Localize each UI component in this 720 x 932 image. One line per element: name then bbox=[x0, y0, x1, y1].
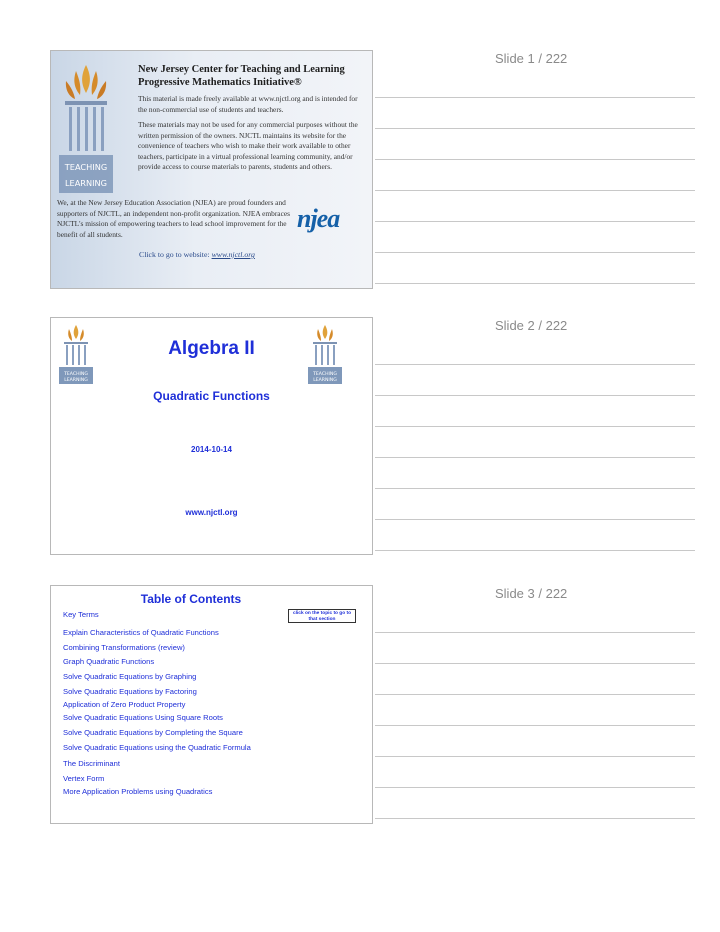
toc-item-key-terms[interactable]: Key Terms bbox=[63, 610, 99, 619]
slide-1-text-block bbox=[138, 63, 366, 173]
slide-label-3: Slide 3 / 222 bbox=[495, 586, 568, 601]
toc-item-applications[interactable]: More Application Problems using Quadratics bbox=[63, 787, 213, 796]
toc-item-graph[interactable]: Graph Quadratic Functions bbox=[63, 657, 155, 666]
note-line bbox=[375, 694, 695, 695]
website-link-line bbox=[139, 250, 255, 259]
heading-line-1: New Jersey Center for Teaching and Learning bbox=[138, 64, 345, 75]
logo-word-learning: LEARNING bbox=[313, 378, 337, 383]
note-line bbox=[375, 519, 695, 520]
note-line bbox=[375, 457, 695, 458]
slide-subtitle: Quadratic Functions bbox=[153, 389, 270, 403]
note-line bbox=[375, 364, 695, 365]
slide-2[interactable] bbox=[50, 317, 373, 555]
toc-item-solve-factoring[interactable]: Solve Quadratic Equations by Factoring bbox=[63, 687, 197, 696]
note-line bbox=[375, 550, 695, 551]
logo-word-teaching: TEACHING bbox=[313, 372, 337, 377]
website-link[interactable]: www.njctl.org bbox=[211, 250, 255, 259]
note-line bbox=[375, 221, 695, 222]
note-line bbox=[375, 426, 695, 427]
note-line bbox=[375, 725, 695, 726]
note-line bbox=[375, 283, 695, 284]
note-line bbox=[375, 252, 695, 253]
logo-word-teaching: TEACHING bbox=[64, 372, 88, 377]
note-line bbox=[375, 756, 695, 757]
toc-hint-box: click on the topic to go to that section bbox=[288, 609, 356, 623]
logo-word-learning: LEARNING bbox=[64, 378, 88, 383]
note-line bbox=[375, 159, 695, 160]
note-line bbox=[375, 395, 695, 396]
paragraph-usage: These materials may not be used for any commercial purposes without the written permission of the owners. NJCTL maintains its website for the convenience of teachers who wish to make their work available to other teachers, participate in a virtual professional learning community, and/or provide access to course materials to parents, students and others. bbox=[138, 120, 358, 171]
toc-item-vertex-form[interactable]: Vertex Form bbox=[63, 774, 105, 783]
note-line bbox=[375, 488, 695, 489]
toc-item-characteristics[interactable]: Explain Characteristics of Quadratic Functions bbox=[63, 628, 219, 637]
toc-item-quadratic-formula[interactable]: Solve Quadratic Equations using the Quadratic Formula bbox=[63, 743, 251, 752]
note-line bbox=[375, 787, 695, 788]
toc-item-discriminant[interactable]: The Discriminant bbox=[63, 759, 120, 768]
toc-title: Table of Contents bbox=[140, 592, 242, 606]
paragraph-availability: This material is made freely available at www.njctl.org and is intended for the non-commercial use of students and teachers. bbox=[138, 94, 358, 114]
toc-item-transformations[interactable]: Combining Transformations (review) bbox=[63, 643, 185, 652]
heading-line-2: Progressive Mathematics Initiative® bbox=[138, 77, 302, 88]
slide-label-2: Slide 2 / 222 bbox=[495, 318, 568, 333]
slide-date: 2014-10-14 bbox=[191, 445, 232, 454]
note-line bbox=[375, 632, 695, 633]
note-line bbox=[375, 97, 695, 98]
logo-word-teaching: TEACHING bbox=[64, 162, 108, 172]
paragraph-njea: We, at the New Jersey Education Association (NJEA) are proud founders and supporters of NJCTL, an independent non-profit organization. NJEA embraces NJCTL's mission of empowering teachers to lead school improvement for the benefit of all students. bbox=[57, 198, 291, 239]
toc-item-completing-square[interactable]: Solve Quadratic Equations by Completing the Square bbox=[63, 728, 243, 737]
note-line bbox=[375, 128, 695, 129]
toc-item-zero-product[interactable]: Application of Zero Product Property bbox=[63, 700, 186, 709]
toc-item-solve-graphing[interactable]: Solve Quadratic Equations by Graphing bbox=[63, 672, 197, 681]
toc-item-square-roots[interactable]: Solve Quadratic Equations Using Square Roots bbox=[63, 713, 223, 722]
slide-1[interactable] bbox=[50, 50, 373, 289]
note-line bbox=[375, 190, 695, 191]
slide-3[interactable] bbox=[50, 585, 373, 824]
note-line bbox=[375, 663, 695, 664]
note-line bbox=[375, 818, 695, 819]
slide-title: Algebra II bbox=[168, 338, 255, 359]
click-text: Click to go to website: bbox=[139, 250, 212, 259]
logo-word-learning: LEARNING bbox=[64, 178, 108, 188]
slide-label-1: Slide 1 / 222 bbox=[495, 51, 568, 66]
njea-logo: njea bbox=[297, 204, 340, 233]
torch-flame-logo bbox=[57, 57, 115, 217]
slide-website: www.njctl.org bbox=[185, 508, 238, 517]
